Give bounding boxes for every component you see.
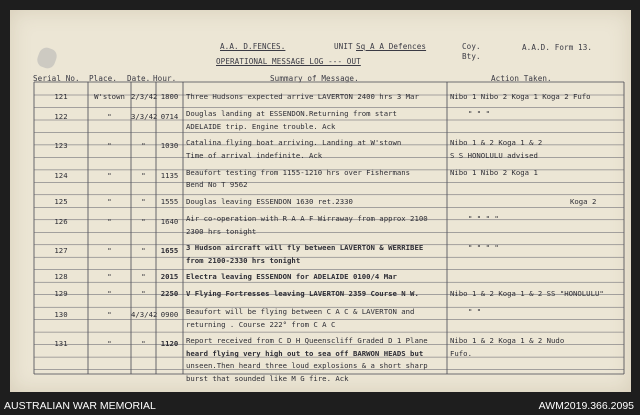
entry-action-line: Nibo 1 & 2 Koga 1 & 2 SS "HONOLULU" <box>450 289 604 299</box>
entry-date: " <box>141 170 146 180</box>
log-title: OPERATIONAL MESSAGE LOG --- OUT <box>216 57 361 66</box>
entry-action-line: Nibo 1 & 2 Koga 1 & 2 Nudo <box>450 335 565 345</box>
entry-hour: 1640 <box>160 216 179 226</box>
entry-action-line: " " " " <box>468 243 499 252</box>
entry-summary-line: heard flying very high out to sea off BARWON HEADS but <box>186 348 424 358</box>
entry-place: " <box>107 141 112 151</box>
entry-place: " <box>107 338 112 348</box>
entry-summary-line: burst that sounded like M G fire. Ack <box>186 374 349 384</box>
entry-hour: 2015 <box>160 272 179 282</box>
entry-summary-line: Air co-operation with R A A F Wirraway from approx 2100 <box>186 213 428 223</box>
entry-summary-line: Three Hudsons expected arrive LAVERTON 2400 hrs 3 Mar <box>186 92 419 101</box>
entry-summary-line: Douglas leaving ESSENDON 1630 ret.2330 <box>186 196 353 206</box>
accession-number: AWM2019.366.2095 <box>538 400 634 412</box>
entry-serial: 124 <box>54 170 68 180</box>
entry-place: " <box>107 170 112 180</box>
entry-date: 3/3/42 <box>131 112 158 122</box>
entry-place: " <box>107 309 112 319</box>
entry-summary-line: Catalina flying boat arriving. Landing at W'stown <box>186 138 402 148</box>
col-hour-header: Hour. <box>153 74 177 83</box>
entry-action-line: Fufo. <box>450 348 472 358</box>
entry-serial: 131 <box>54 338 68 348</box>
entry-date: " <box>141 272 146 282</box>
bty-label: Bty. <box>462 52 481 61</box>
entry-summary-line: Douglas landing at ESSENDON.Returning from start <box>186 109 397 119</box>
entry-action-line: Koga 2 <box>570 196 597 206</box>
entry-action-line: Nibo 1 Nibo 2 Koga 1 <box>450 167 538 177</box>
entry-place: " <box>107 272 112 282</box>
institution-name: AUSTRALIAN WAR MEMORIAL <box>4 400 156 412</box>
entry-place: " <box>107 289 112 299</box>
entry-serial: 125 <box>54 196 68 206</box>
entry-summary-line: Bend No T 9562 <box>186 180 248 190</box>
entry-hour: 1030 <box>160 141 179 151</box>
entry-serial: 128 <box>54 272 68 282</box>
entry-date: 4/3/42 <box>131 309 158 319</box>
entry-hour: 1655 <box>160 246 179 255</box>
entry-action-line: " " " <box>468 109 490 119</box>
entry-serial: 127 <box>54 246 68 255</box>
aa-defences-heading: A.A. D.FENCES. <box>220 42 286 51</box>
footer-bar <box>0 396 640 415</box>
col-date-header: Date. <box>127 74 151 83</box>
entry-summary-line: 2300 hrs tonight <box>186 226 257 236</box>
entry-summary-line: Beaufort testing from 1155-1210 hrs over Fishermans <box>186 167 411 177</box>
entry-action-line: " " " " <box>468 213 499 223</box>
entry-summary-line: returning . Course 222° from C A C <box>186 319 336 329</box>
entry-hour: 0714 <box>160 112 179 122</box>
entry-summary-line: Beaufort will be flying between C A C & LAVERTON and <box>186 306 415 316</box>
col-place-header: Place. <box>89 74 118 83</box>
entry-action-line: Nibo 1 Nibo 2 Koga 1 Koga 2 Fufo <box>450 92 591 101</box>
entry-hour: 0900 <box>160 309 179 319</box>
entry-date: " <box>141 216 146 226</box>
entry-date: " <box>141 246 146 255</box>
form-number: A.A.D. Form 13. <box>522 43 593 52</box>
entry-hour: 1120 <box>160 338 179 348</box>
log-sheet <box>10 10 631 392</box>
entry-place: " <box>107 216 112 226</box>
entry-date: 2/3/42 <box>131 92 158 101</box>
entry-summary-line: from 2100-2330 hrs tonight <box>186 255 301 265</box>
entry-hour: 1800 <box>160 92 179 101</box>
entry-summary-line: Time of arrival indefinite. Ack <box>186 151 323 161</box>
col-action-header: Action Taken. <box>491 74 552 83</box>
entry-action-line: S S HONOLULU advised <box>450 151 538 161</box>
entry-action-line: Nibo 1 & 2 Koga 1 & 2 <box>450 138 543 148</box>
col-serial-header: Serial No. <box>33 74 80 83</box>
entry-summary-line: unseen.Then heard three loud explosions & a short sharp <box>186 361 428 371</box>
unit-value: Sq A A Defences <box>356 42 427 51</box>
unit-label: UNIT <box>334 42 353 51</box>
col-summary-header: Summary of Message. <box>270 74 359 83</box>
entry-summary-line: Electra leaving ESSENDON for ADELAIDE 0100/4 Mar <box>186 272 397 282</box>
entry-serial: 129 <box>54 289 68 299</box>
entry-serial: 130 <box>54 309 68 319</box>
entry-summary-line: 3 Hudson aircraft will fly between LAVERTON & WERRIBEE <box>186 243 424 252</box>
entry-serial: 126 <box>54 216 68 226</box>
entry-serial: 123 <box>54 141 68 151</box>
entry-serial: 121 <box>54 92 68 101</box>
entry-serial: 122 <box>54 112 68 122</box>
entry-hour: 1135 <box>160 170 179 180</box>
entry-summary-line: V Flying Fortresses leaving LAVERTON 2359 Course N W. <box>186 289 419 299</box>
entry-summary-line: Report received from C D H Queenscliff Graded D 1 Plane <box>186 335 428 345</box>
entry-place: " <box>107 112 112 122</box>
entry-summary-line: ADELAIDE trip. Engine trouble. Ack <box>186 122 336 132</box>
entry-action-line: " " <box>468 306 482 316</box>
coy-label: Coy. <box>462 42 481 51</box>
entry-hour: 2250 <box>160 289 179 299</box>
entry-date: " <box>141 141 146 151</box>
entry-date: " <box>141 196 146 206</box>
entry-place: " <box>107 246 112 255</box>
entry-date: " <box>141 289 146 299</box>
entry-place: " <box>107 196 112 206</box>
entry-hour: 1555 <box>160 196 179 206</box>
entry-date: " <box>141 338 146 348</box>
entry-place: W'stown <box>94 92 125 101</box>
